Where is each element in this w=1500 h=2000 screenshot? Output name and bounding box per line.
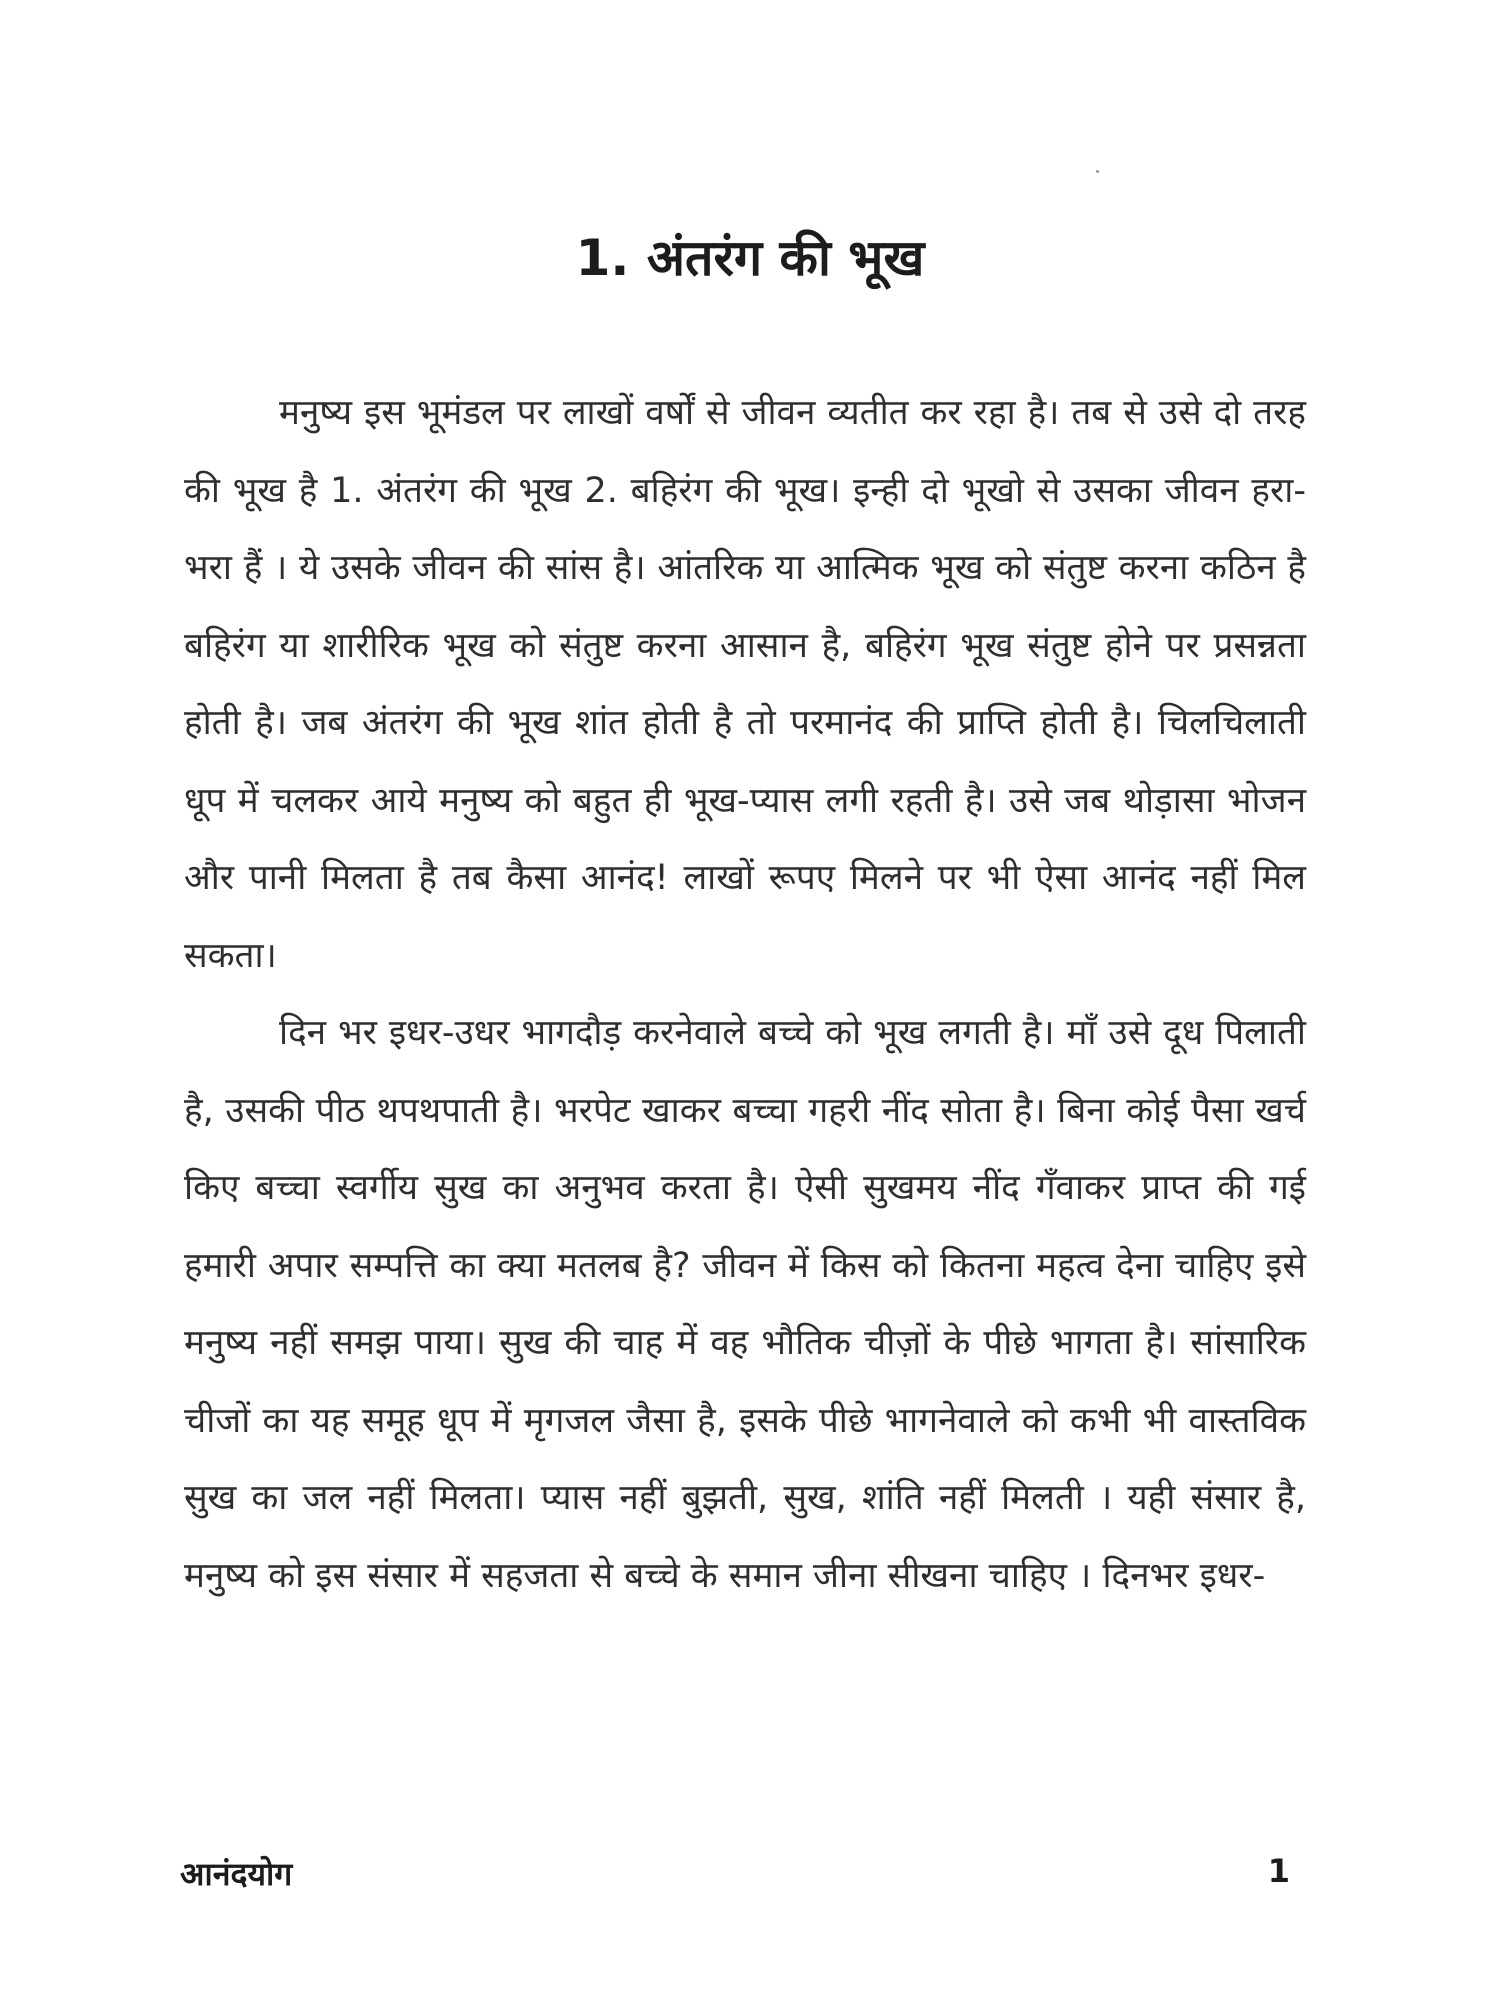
print-speck (1096, 170, 1099, 173)
paragraph-1: मनुष्य इस भूमंडल पर लाखों वर्षों से जीवन व्यतीत कर रहा है। तब से उसे दो तरह की भूख है 1. अंतरंग की भूख 2. बहिरंग की भूख। इन्ही दो भूखो से उसका जीवन हरा-भरा हैं । ये उसके जीवन की सांस है। आंतरिक या आत्मिक भूख को संतुष्ट करना कठिन है बहिरंग या शारीरिक भूख को संतुष्ट करना आसान है, बहिरंग भूख संतुष्ट होने पर प्रसन्नता होती है। जब अंतरंग की भूख शांत होती है तो परमानंद की प्राप्ति होती है। चिलचिलाती धूप में चलकर आये मनुष्य को बहुत ही भूख-प्यास लगी रहती है। उसे जब थोड़ासा भोजन और पानी मिलता है तब कैसा आनंद! लाखों रूपए मिलने पर भी ऐसा आनंद नहीं मिल सकता। (184, 393, 1306, 976)
chapter-title: 1. अंतरंग की भूख (575, 229, 925, 287)
paragraph-2: दिन भर इधर-उधर भागदौड़ करनेवाले बच्चे को भूख लगती है। माँ उसे दूध पिलाती है, उसकी पीठ थपथपाती है। भरपेट खाकर बच्चा गहरी नींद सोता है। बिना कोई पैसा खर्च किए बच्चा स्वर्गीय सुख का अनुभव करता है। ऐसी सुखमय नींद गँवाकर प्राप्त की गई हमारी अपार सम्पत्ति का क्या मतलब है? जीवन में किस को कितना महत्व देना चाहिए इसे मनुष्य नहीं समझ पाया। सुख की चाह में वह भौतिक चीज़ों के पीछे भागता है। सांसारिक चीजों का यह समूह धूप में मृगजल जैसा है, इसके पीछे भागनेवाले को कभी भी वास्तविक सुख का जल नहीं मिलता। प्यास नहीं बुझती, सुख, शांति नहीं मिलती । यही संसार है, मनुष्य को इस संसार में सहजता से बच्चे के समान जीना सीखना चाहिए । दिनभर इधर- (184, 1013, 1306, 1596)
body-text (184, 375, 1306, 1615)
footer-page-number: 1 (1267, 1852, 1290, 1890)
footer-book-title: आनंदयोग (180, 1855, 293, 1893)
